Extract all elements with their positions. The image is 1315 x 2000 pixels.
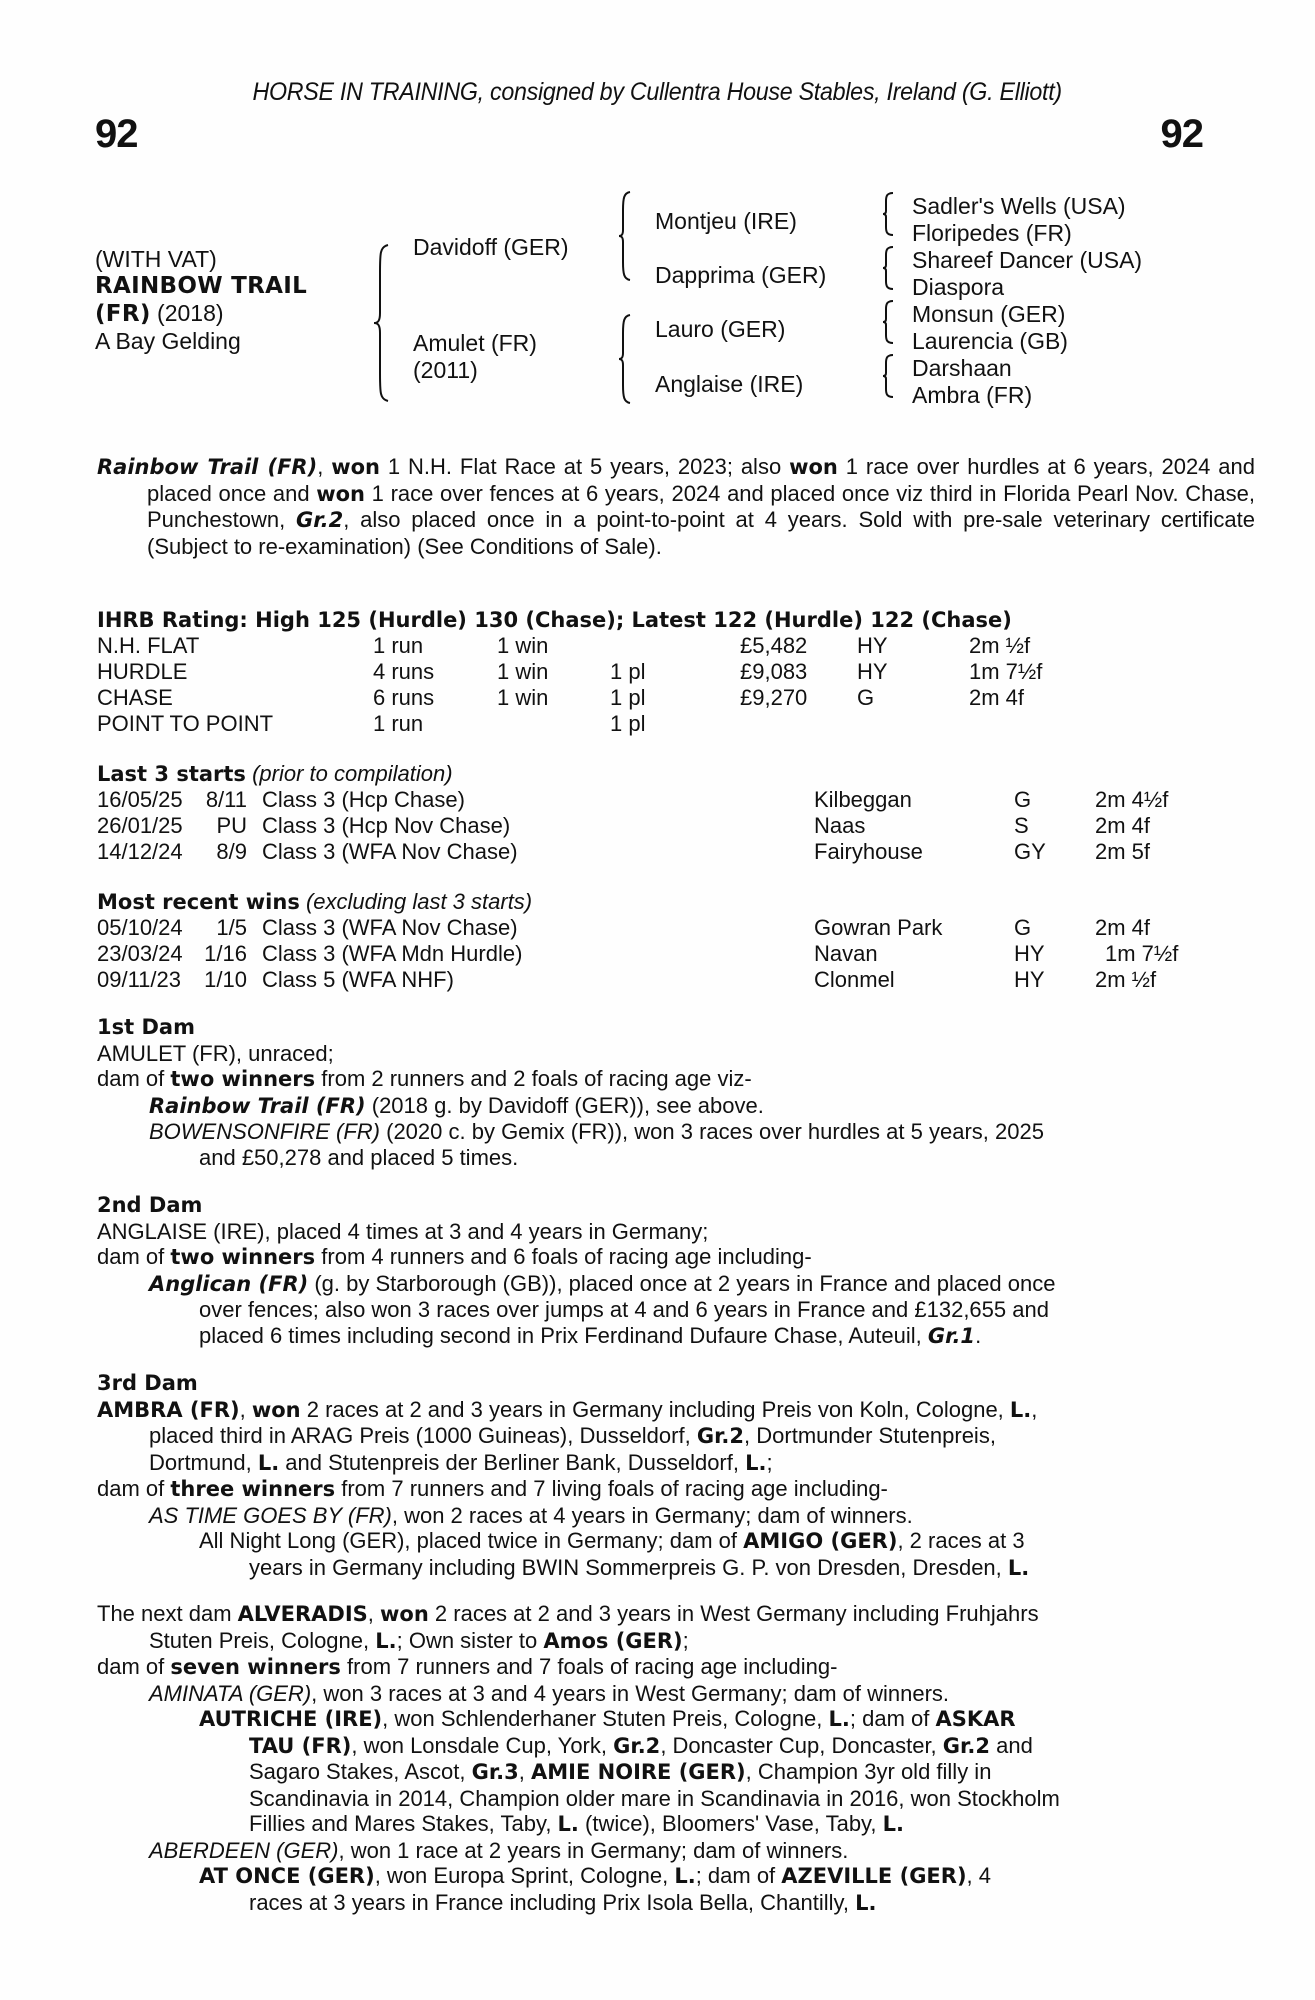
section-heading: 3rd Dam <box>97 1371 198 1395</box>
cell: 2m ½f <box>969 633 1031 658</box>
text: from 7 runners and 7 living foals of racing age including- <box>335 1476 888 1501</box>
dam-name: ALVERADIS <box>237 1602 368 1626</box>
cell: 09/11/23 <box>97 967 182 992</box>
bold-text: AMIE NOIRE (GER) <box>531 1760 746 1784</box>
ggp-1: Sadler's Wells (USA) <box>912 193 1126 219</box>
text: Sagaro Stakes, Ascot, <box>249 1759 472 1784</box>
won-label: won <box>789 455 838 479</box>
next-dam-section <box>97 1601 1207 1916</box>
produce-name: AS TIME GOES BY (FR) <box>149 1502 392 1528</box>
listed-label: L. <box>674 1864 696 1888</box>
cell: 8/9 <box>216 839 247 864</box>
bold-text: AMIGO (GER) <box>743 1529 898 1553</box>
text: years in Germany including BWIN Sommerpreis G. P. von Dresden, Dresden, <box>249 1554 1008 1580</box>
text: ; <box>766 1449 773 1475</box>
heading-note: (excluding last 3 starts) <box>305 889 533 914</box>
cell: N.H. FLAT <box>97 633 200 658</box>
text: , 2 races at 3 <box>897 1528 1025 1553</box>
cell: G <box>1014 787 1032 812</box>
grade-label: Gr.2 <box>696 1424 745 1448</box>
heading-text: Last 3 starts <box>97 762 246 786</box>
text: , won Lonsdale Cup, York, <box>351 1732 614 1758</box>
text: 2 races at 2 and 3 years in West Germany including Fruhjahrs <box>428 1601 1039 1626</box>
listed-label: L. <box>257 1450 280 1475</box>
ggp-4: Diaspora <box>912 274 1005 300</box>
produce-item <box>97 1093 1207 1120</box>
horse-name: RAINBOW TRAIL <box>95 273 308 299</box>
cell: G <box>1014 915 1032 940</box>
cell: Class 3 (WFA Mdn Hurdle) <box>262 941 523 966</box>
text: Dortmund, <box>149 1449 258 1475</box>
text: 2 races at 2 and 3 years in Germany including Preis von Koln, Cologne, <box>300 1396 1010 1422</box>
summary-text: 1 race over hurdles at 6 years, 2024 and placed once and <box>147 454 1256 506</box>
text: ; dam of <box>695 1863 782 1888</box>
cell: Class 5 (WFA NHF) <box>262 967 454 992</box>
dam-year: (2011) <box>413 357 478 383</box>
bold-text: AT ONCE (GER) <box>199 1864 375 1888</box>
produce-item <box>97 1838 1207 1864</box>
text: The next dam <box>97 1601 238 1626</box>
produce-item <box>97 1503 1207 1529</box>
produce-name: BOWENSONFIRE (FR) <box>149 1119 380 1144</box>
first-dam-section <box>97 1015 1207 1170</box>
dam-line: AMULET (FR), unraced; <box>97 1040 334 1066</box>
horse-identity <box>95 246 307 355</box>
cell: 1 run <box>373 633 424 658</box>
text: (g. by Starborough (GB)), placed once at 2 years in France and placed once <box>308 1270 1056 1296</box>
ggp-3: Shareef Dancer (USA) <box>912 247 1143 273</box>
ggp-brace-icon <box>881 191 895 237</box>
text: and Stutenpreis der Berliner Bank, Dusseldorf, <box>279 1449 746 1475</box>
text: ; Own sister to <box>396 1627 544 1653</box>
bold-text: three winners <box>170 1477 336 1501</box>
cell: 2m 4f <box>1095 915 1151 940</box>
grandsire-sire: Montjeu (IRE) <box>655 208 797 234</box>
cell: 1 win <box>497 659 549 684</box>
text: , won 3 races at 3 and 4 years in West Germany; dam of winners. <box>311 1680 950 1706</box>
title-text: HORSE IN TRAINING, consigned by Cullentra House Stables, Ireland (G. Elliott) <box>252 78 1063 106</box>
ggp-6: Laurencia (GB) <box>912 328 1068 354</box>
cell: 1 run <box>373 711 424 736</box>
cell: 2m 5f <box>1095 839 1151 864</box>
produce-name: Rainbow Trail (FR) <box>149 1093 366 1118</box>
text: ; <box>682 1627 689 1653</box>
listed-label: L. <box>882 1812 905 1836</box>
listed-label: L. <box>375 1628 397 1653</box>
won-label: won <box>380 1602 429 1626</box>
dam-name: Amulet (FR) <box>413 330 537 356</box>
cell: Kilbeggan <box>814 787 912 812</box>
cell: HY <box>1014 967 1045 992</box>
race-summary: Rainbow Trail (FR), won 1 N.H. Flat Race at 5 years, 2023; also won 1 race over hurdles at 6 years, 2024 and placed once and won 1 race over fences at 6 years, 2024 and placed once viz third in Florida Pearl Nov. Chase, Punchestown, Gr.2, also placed once in a point-to-point at 4 years. Sold with pre-sale veterinary certificate (Subject to re-examination) (See Conditions of Sale). <box>97 454 1256 559</box>
listed-label: L. <box>855 1890 877 1915</box>
text: , <box>367 1601 381 1626</box>
cell: HY <box>857 633 888 658</box>
cell: 6 runs <box>373 685 435 710</box>
cell: Class 3 (Hcp Nov Chase) <box>262 813 511 838</box>
text: (twice), Bloomers' Vase, Taby, <box>578 1811 883 1836</box>
cell: Navan <box>814 941 878 966</box>
cell: 1 pl <box>610 659 646 684</box>
won-label: won <box>251 1397 301 1422</box>
cell: 2m 4½f <box>1095 787 1169 812</box>
produce-item <box>97 1119 1207 1145</box>
ggp-2: Floripedes (FR) <box>912 220 1072 246</box>
cell: 1 pl <box>610 685 646 710</box>
cell: HY <box>857 659 888 684</box>
rating-heading-text: IHRB Rating: High 125 (Hurdle) 130 (Chase); Latest 122 (Hurdle) 122 (Chase) <box>97 608 1012 632</box>
text: , <box>518 1759 532 1784</box>
summary-horse-name: Rainbow Trail (FR) <box>97 455 318 479</box>
listed-label: L. <box>828 1707 850 1731</box>
cell: GY <box>1014 839 1046 864</box>
produce-continuation: and £50,278 and placed 5 times. <box>199 1144 519 1170</box>
produce-item <box>97 1681 1207 1707</box>
cell: 2m 4f <box>1095 813 1151 838</box>
cell: PU <box>216 813 247 838</box>
cell: Gowran Park <box>814 915 943 940</box>
ggp-brace-icon <box>881 299 895 345</box>
cell: Class 3 (WFA Nov Chase) <box>262 915 518 940</box>
text: , Dortmunder Stutenpreis, <box>744 1423 996 1448</box>
cell: 16/05/25 <box>97 787 183 812</box>
cell: 1/16 <box>204 941 247 966</box>
cell: 1m 7½f <box>969 659 1043 684</box>
text: , won Schlenderhaner Stuten Preis, Cologne, <box>382 1706 829 1731</box>
text: (2018 g. by Davidoff (GER)), see above. <box>365 1092 764 1118</box>
text: All Night Long (GER), placed twice in Germany; dam of <box>199 1528 744 1553</box>
text: . <box>975 1322 982 1348</box>
text: , won 2 races at 4 years in Germany; dam of winners. <box>391 1502 913 1528</box>
bold-text: seven winners <box>170 1655 341 1679</box>
granddam-dam: Anglaise (IRE) <box>655 371 804 397</box>
cell: 4 runs <box>373 659 435 684</box>
great-grandparents <box>912 193 1142 409</box>
next-dam-continuation <box>97 1628 1207 1655</box>
dam-produce-line <box>97 1066 1207 1093</box>
horse-description: A Bay Gelding <box>95 328 241 354</box>
grade-label: Gr.2 <box>942 1733 990 1758</box>
cell: 26/01/25 <box>97 813 183 838</box>
text: dam of <box>97 1244 171 1269</box>
text: ; dam of <box>849 1706 936 1731</box>
dam-continuation <box>97 1450 1207 1477</box>
dam-continuation <box>97 1423 1207 1450</box>
cell: Fairyhouse <box>814 839 923 864</box>
cell: 14/12/24 <box>97 839 183 864</box>
grand-produce-continuation <box>97 1733 1207 1760</box>
bold-text: two winners <box>170 1067 316 1091</box>
rating-heading <box>97 607 1012 634</box>
sire-brace-icon <box>617 190 633 282</box>
dam-line: ANGLAISE (IRE), placed 4 times at 3 and 4 years in Germany; <box>97 1218 709 1244</box>
cell: Naas <box>814 813 866 838</box>
bold-text: TAU (FR) <box>249 1733 352 1758</box>
listed-label: L. <box>1009 1397 1032 1422</box>
grade-label: Gr.2 <box>613 1733 661 1758</box>
listed-label: L. <box>745 1450 767 1475</box>
text: from 4 runners and 6 foals of racing age including- <box>315 1244 812 1269</box>
produce-name: AMINATA (GER) <box>149 1680 312 1706</box>
second-dam-section <box>97 1193 1207 1349</box>
grand-produce-continuation <box>97 1890 1207 1917</box>
cell: 23/03/24 <box>97 941 183 966</box>
text: , won Europa Sprint, Cologne, <box>374 1863 675 1888</box>
dam-produce-line <box>97 1476 1207 1503</box>
horse-year: (2018) <box>157 300 224 326</box>
grand-produce-continuation <box>97 1759 1207 1786</box>
text: dam of <box>97 1476 171 1501</box>
cell: 2m 4f <box>969 685 1025 710</box>
heading-note: (prior to compilation) <box>252 761 453 786</box>
cell: HURDLE <box>97 659 188 684</box>
text: Fillies and Mares Stakes, Taby, <box>249 1811 558 1836</box>
produce-name: ABERDEEN (GER) <box>149 1837 339 1863</box>
ggp-brace-icon <box>881 353 895 399</box>
cell: HY <box>1014 941 1045 966</box>
cell: 1/10 <box>204 967 247 992</box>
lot-number-left: 92 <box>95 112 138 156</box>
grade-label: Gr.3 <box>471 1760 519 1784</box>
page-title <box>0 78 1315 107</box>
section-heading: 2nd Dam <box>97 1193 203 1217</box>
cell: 1 win <box>497 685 549 710</box>
won-label: won <box>331 455 380 479</box>
horse-country: (FR) <box>95 301 151 327</box>
bold-text: AUTRICHE (IRE) <box>199 1707 383 1731</box>
dam-name: AMBRA (FR) <box>97 1397 240 1422</box>
text: from 2 runners and 2 foals of racing age viz- <box>315 1066 752 1091</box>
ggp-5: Monsun (GER) <box>912 301 1066 327</box>
cell: 1 win <box>497 633 549 658</box>
recent-wins-heading <box>97 889 532 915</box>
third-dam-section <box>97 1371 1207 1581</box>
ggp-8: Ambra (FR) <box>912 382 1033 408</box>
grade-label: Gr.2 <box>296 508 344 532</box>
produce-continuation: over fences; also won 3 races over jumps at 4 and 6 years in France and £132,655 and <box>199 1297 1049 1322</box>
heading-text: Most recent wins <box>97 890 300 914</box>
summary-text: 1 N.H. Flat Race at 5 years, 2023; also <box>379 454 790 479</box>
bold-text: two winners <box>170 1245 316 1269</box>
cell: £9,270 <box>740 685 808 710</box>
grandsire-dam: Lauro (GER) <box>655 316 786 342</box>
section-heading: 1st Dam <box>97 1015 195 1039</box>
next-dam-line <box>97 1601 1207 1628</box>
cell: 05/10/24 <box>97 915 183 940</box>
cell: G <box>857 685 875 710</box>
grand-produce-item <box>97 1706 1207 1733</box>
text: placed 6 times including second in Prix Ferdinand Dufaure Chase, Auteuil, <box>199 1322 928 1348</box>
text: , Champion 3yr old filly in <box>745 1759 992 1784</box>
grand-produce-continuation <box>97 1555 1207 1582</box>
summary-text: 1 race over fences at 6 years, 2024 and placed once viz third in Florida Pearl Nov. Chase, Punchestown, <box>147 480 1255 532</box>
text: , won 1 race at 2 years in Germany; dam of winners. <box>338 1837 849 1863</box>
dam-produce-line <box>97 1654 1207 1681</box>
cell: £9,083 <box>740 659 808 684</box>
text: races at 3 years in France including Prix Isola Bella, Chantilly, <box>249 1889 856 1915</box>
dam-produce-line <box>97 1244 1207 1271</box>
cell: 8/11 <box>205 787 247 812</box>
bold-text: AZEVILLE (GER) <box>781 1864 967 1888</box>
produce-item <box>97 1271 1207 1298</box>
cell: POINT TO POINT <box>97 711 274 736</box>
last3-heading <box>97 761 453 787</box>
cell: 2m ½f <box>1095 967 1157 992</box>
bold-text: Amos (GER) <box>543 1628 683 1653</box>
text: dam of <box>97 1066 171 1091</box>
text: dam of <box>97 1654 171 1679</box>
grand-produce-continuation <box>97 1811 1207 1838</box>
text: , 4 <box>966 1863 992 1888</box>
sire: Davidoff (GER) <box>413 234 569 260</box>
cell: £5,482 <box>740 633 808 658</box>
cell: Class 3 (Hcp Chase) <box>262 787 465 812</box>
text: Stuten Preis, Cologne, <box>149 1627 376 1653</box>
dam-line: AMBRA (FR), won 2 races at 2 and 3 years in Germany including Preis von Koln, Cologne, L., <box>97 1396 1038 1422</box>
summary-text: , also placed once in a point-to-point at 4 years. Sold with pre-sale veterinary certificate (Subject to re-examination) (See Conditions of Sale). <box>147 507 1256 559</box>
cell: Clonmel <box>814 967 895 992</box>
pedigree-brace-icon <box>372 243 392 403</box>
listed-label: L. <box>557 1812 579 1836</box>
cell: CHASE <box>97 685 173 710</box>
ggp-7: Darshaan <box>912 355 1012 381</box>
grand-produce-item <box>97 1528 1207 1555</box>
text: and <box>989 1732 1033 1758</box>
grand-produce-item <box>97 1863 1207 1890</box>
text: , Doncaster Cup, Doncaster, <box>660 1732 943 1758</box>
dam <box>413 330 537 384</box>
won-label: won <box>316 481 366 506</box>
produce-name: Anglican (FR) <box>149 1271 309 1296</box>
produce-continuation <box>97 1323 1207 1350</box>
grade-label: Gr.1 <box>927 1323 976 1348</box>
lot-number-right: 92 <box>1160 112 1203 156</box>
grand-produce-continuation: Scandinavia in 2014, Champion older mare in Scandinavia in 2016, won Stockholm <box>249 1785 1060 1811</box>
dam-brace-icon <box>617 313 633 405</box>
text: from 7 runners and 7 foals of racing age including- <box>340 1654 838 1679</box>
vat-label: (WITH VAT) <box>95 246 217 272</box>
granddam-sire: Dapprima (GER) <box>655 262 827 288</box>
listed-label: L. <box>1007 1555 1030 1580</box>
cell: 1 pl <box>610 711 646 736</box>
ggp-brace-icon <box>881 245 895 291</box>
cell: 1/5 <box>216 915 247 940</box>
text: (2020 c. by Gemix (FR)), won 3 races over hurdles at 5 years, 2025 <box>380 1119 1044 1144</box>
bold-text: ASKAR <box>935 1707 1016 1731</box>
cell: 1m 7½f <box>1105 941 1179 966</box>
text: placed third in ARAG Preis (1000 Guineas), Dusseldorf, <box>149 1423 697 1448</box>
cell: S <box>1014 813 1029 838</box>
cell: Class 3 (WFA Nov Chase) <box>262 839 518 864</box>
